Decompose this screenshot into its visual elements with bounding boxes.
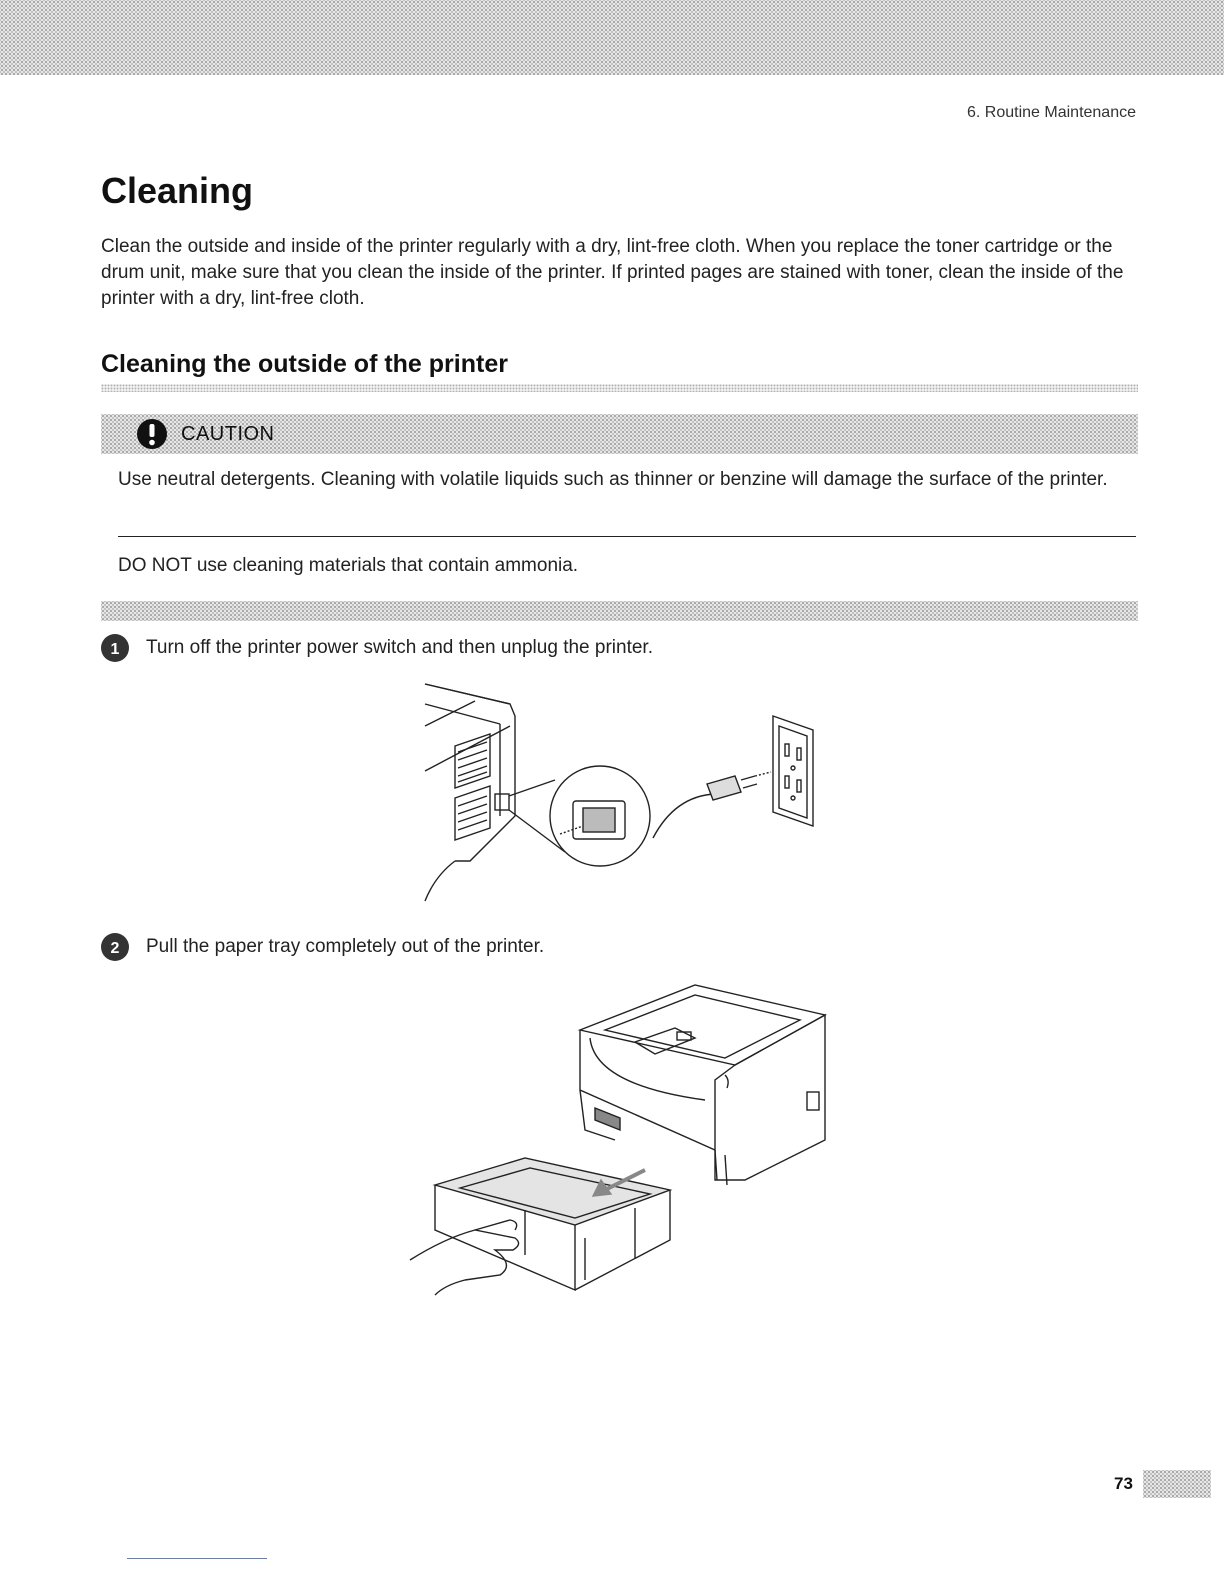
page-tab xyxy=(1143,1470,1211,1498)
pull-paper-tray-illustration xyxy=(405,980,835,1300)
section-heading: Cleaning the outside of the printer xyxy=(101,350,508,378)
step-1-number: 1 xyxy=(110,641,120,658)
intro-paragraph: Clean the outside and inside of the printer regularly with a dry, lint-free cloth. When you replace the toner cartridge or the drum unit, make sure that you clean the inside of the printer. If printed pages are stained with toner, clean the inside of the printer with a dry, lint-free cloth. xyxy=(101,236,1124,309)
step-2-number-icon xyxy=(100,932,130,962)
unplug-printer-illustration xyxy=(415,676,835,906)
footnote-rule xyxy=(127,1558,267,1559)
caution-bottom-bar xyxy=(101,601,1138,621)
step-1-text: Turn off the printer power switch and then unplug the printer. xyxy=(146,637,653,658)
page-title: Cleaning xyxy=(101,170,254,211)
caution-text-ammonia: DO NOT use cleaning materials that contain ammonia. xyxy=(118,555,579,576)
caution-label: CAUTION xyxy=(181,423,275,445)
section-rule xyxy=(101,384,1138,392)
page-number: 73 xyxy=(1114,1474,1133,1493)
chapter-header: 6. Routine Maintenance xyxy=(967,104,1136,121)
caution-text-detergents: Use neutral detergents. Cleaning with volatile liquids such as thinner or benzine will damage the surface of the printer. xyxy=(118,469,1108,490)
caution-divider xyxy=(118,536,1136,537)
step-1-number-icon xyxy=(100,633,130,663)
step-2-text: Pull the paper tray completely out of the printer. xyxy=(146,936,545,957)
step-2-number: 2 xyxy=(110,940,120,957)
header-band xyxy=(0,0,1224,75)
caution-banner xyxy=(101,414,1138,454)
caution-exclamation-icon xyxy=(136,418,168,450)
